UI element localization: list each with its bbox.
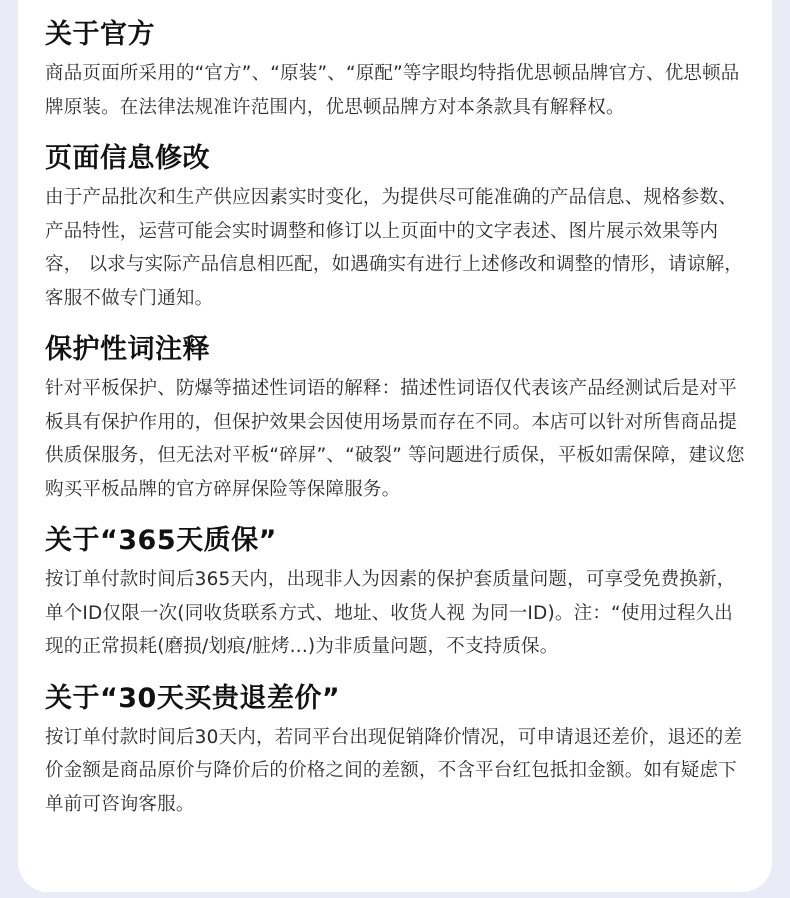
section-body: 按订单付款时间后365天内，出现非人为因素的保护套质量问题，可享受免费换新，单个ID仅限一次(同收货联系方式、地址、收货人视 为同一ID)。注：“使用过程久出现的正常损耗(磨损/划痕/脏烤...)为非质量问题，不支持质保。 (45, 569, 736, 657)
section-30-day-price-protection (45, 680, 750, 822)
section-title: 页面信息修改 (45, 143, 210, 174)
section-protective-terms (45, 331, 750, 506)
section-body: 由于产品批次和生产供应因素实时变化，为提供尽可能准确的产品信息、规格参数、产品特性，运营可能会实时调整和修订以上页面中的文字表述、图片展示效果等内容， 以求与实际产品信息相匹配，如遇确实有进行上述修改和调整的情形，请谅解，客服不做专门通知。 (45, 187, 743, 309)
section-title: 保护性词注释 (45, 334, 210, 365)
section-title: 关于“30天买贵退差价” (45, 682, 341, 714)
section-365-warranty (45, 522, 750, 664)
section-official (45, 16, 750, 124)
section-page-info-change (45, 140, 750, 315)
section-body: 针对平板保护、防爆等描述性词语的解释：描述性词语仅代表该产品经测试后是对平板具有保护作用的，但保护效果会因使用场景而存在不同。本店可以针对所售商品提供质保服务，但无法对平板“碎屏”、“破裂” 等问题进行质保，平板如需保障，建议您购买平板品牌的官方碎屏保险等保障服务。 (45, 378, 745, 500)
section-title: 关于“365天质保” (45, 525, 277, 556)
section-body: 商品页面所采用的“官方”、“原装”、“原配”等字眼均特指优思顿品牌官方、优思顿品牌原装。在法律法规准许范围内，优思顿品牌方对本条款具有解释权。 (45, 63, 740, 118)
terms-card (18, 0, 772, 892)
section-body: 按订单付款时间后30天内，若同平台出现促销降价情况，可申请退还差价，退还的差价金额是商品原价与降价后的价格之间的差额，不含平台红包抵扣金额。如有疑虑下单前可咨询客服。 (45, 726, 743, 815)
section-title: 关于官方 (45, 19, 155, 50)
